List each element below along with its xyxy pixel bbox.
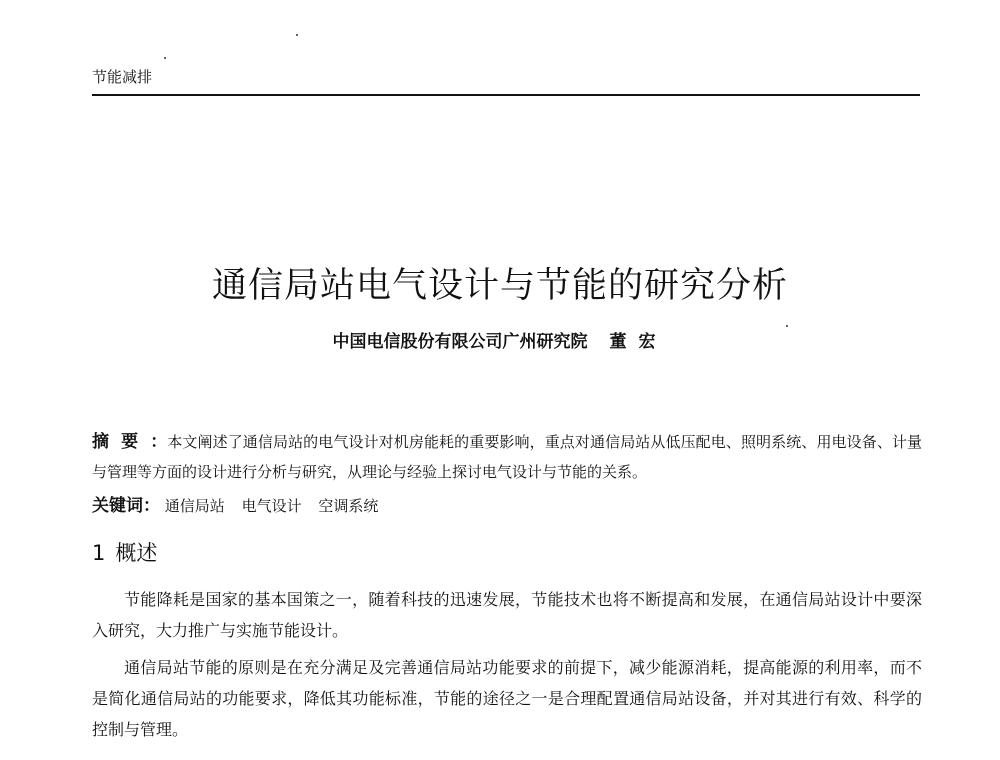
abstract-label: 摘要 — [92, 432, 151, 452]
abstract — [92, 427, 922, 487]
section-number: 1 — [92, 541, 106, 565]
section-heading — [92, 537, 157, 567]
author-line — [0, 327, 1000, 352]
keywords-label: 关键词 — [92, 496, 143, 516]
scan-speck — [296, 34, 298, 36]
body-paragraph: 节能降耗是国家的基本国策之一，随着科技的迅速发展，节能技术也将不断提高和发展，在通信局站设计中要深入研究，大力推广与实施节能设计。 — [92, 590, 922, 640]
abstract-colon: ： — [150, 432, 168, 452]
journal-section-label: 节能减排 — [92, 68, 153, 86]
abstract-text: 本文阐述了通信局站的电气设计对机房能耗的重要影响，重点对通信局站从低压配电、照明系统、用电设备、计量与管理等方面的设计进行分析与研究，从理论与经验上探讨电气设计与节能的关系。 — [92, 433, 923, 481]
author-name: 董宏 — [609, 332, 668, 352]
keywords — [92, 491, 922, 521]
keywords-colon: ： — [143, 496, 160, 516]
keyword-item: 电气设计 — [241, 497, 302, 515]
section-title: 概述 — [115, 541, 158, 565]
author-affiliation: 中国电信股份有限公司广州研究院 — [332, 332, 588, 352]
keyword-item: 空调系统 — [318, 497, 379, 515]
header-rule — [92, 94, 920, 96]
scan-speck — [164, 57, 166, 59]
body-paragraph: 通信局站节能的原则是在充分满足及完善通信局站功能要求的前提下，减少能源消耗，提高能源的利用率，而不是简化通信局站的功能要求，降低其功能标准，节能的途径之一是合理配置通信局站设备，并对其进行有效、科学的控制与管理。 — [92, 658, 922, 739]
keyword-item: 通信局站 — [164, 497, 225, 515]
article-title: 通信局站电气设计与节能的研究分析 — [211, 266, 788, 306]
